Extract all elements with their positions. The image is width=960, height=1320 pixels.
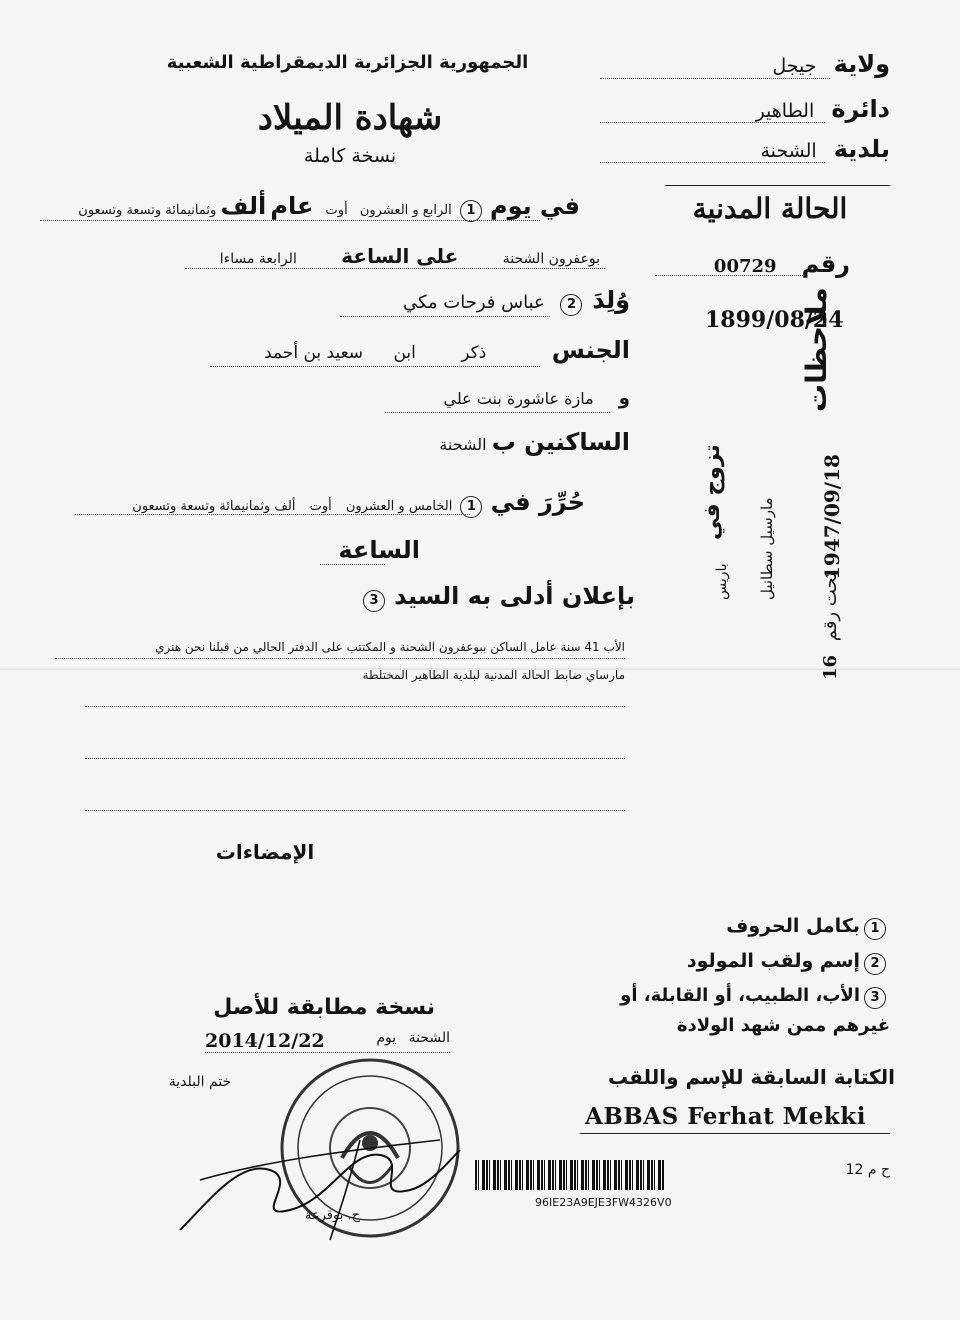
resident-label: الساكنين ب [491,428,630,456]
barcode-text: 96IE23A9EJE3FW4326V0 [535,1196,672,1209]
footnote-num-2: 2 [864,953,886,975]
civil-date: 1899/08/24 [705,307,844,333]
latin-name-label: الكتابة السابقة للإسم واللقب [607,1065,895,1089]
commune-label: بلدية [833,135,890,163]
mother-row [380,388,630,409]
footnote-1 [640,915,890,940]
signatures-label: الإمضاءات [215,840,315,864]
hour-label: على الساعة [341,244,459,268]
month-text: أوت [325,203,348,218]
declaration-line-2: مارساي ضابط الحالة المدنية لبلدية الطاهير المختلطة [362,668,625,682]
latin-name: ABBAS Ferhat Mekki [585,1103,866,1130]
hour-value: الرابعة مساءا [219,251,297,267]
republic-title: الجمهورية الجزائرية الديمقراطية الشعبية [166,52,529,73]
wilaya-value: جيجل [772,55,817,77]
wilaya-label: ولاية [833,50,890,78]
married-place: باريس [714,563,730,600]
commune-value: الشحنة [760,140,817,162]
year-first: ألف [220,192,267,220]
drafted-label: حُرِّرَ في [490,488,585,516]
sex-value: ذكر [461,343,487,363]
drafted-hour-row [320,536,420,564]
birth-place-row [180,244,600,268]
document-barcode [475,1160,665,1190]
resident-value: الشحنة [439,435,487,454]
cert-day-label: يوم [376,1030,397,1046]
drafted-year: ألف وثمانيمائة وتسعة وتسعون [132,499,296,514]
drafted-date: الخامس و العشرون [345,499,453,514]
day-text: الرابع و العشرون [359,203,452,218]
act-label [820,572,841,680]
footnote-3 [620,985,890,1009]
father-name: سعيد بن أحمد [264,343,364,363]
son-label: ابن [393,343,416,363]
signature-name: ح. بوقرعة [304,1208,360,1223]
footnote-marker-1: 1 [460,200,482,222]
civil-number-value: 00729 [713,256,777,277]
year-label: عام [270,192,314,220]
day-label: في يوم [490,192,580,220]
civil-status-heading: الحالة المدنية [692,192,848,225]
daira-label: دائرة [831,95,890,123]
footnote-marker-2: 2 [560,294,582,316]
birth-day-row [40,192,580,222]
form-code: ح م 12 [845,1162,890,1178]
copy-label: نسخة مطابقة للأصل [213,995,435,1020]
footnote-1-text: بكامل الحروف [726,915,860,937]
spouse-name: مارسيل سطانيل [758,497,776,600]
wilaya-row [600,50,890,78]
civil-number-label: رقم [801,250,850,278]
footnote-3b: غيرهم ممن شهد الولادة [676,1015,890,1036]
year-rest: وثمانيمائة وتسعة وتسعون [78,203,217,218]
footnote-2-text: إسم ولقب المولود [686,950,860,972]
footnote-num-1: 1 [864,918,886,940]
cert-place-row [330,1030,450,1046]
married-date: 1947/09/18 [820,454,844,580]
daira-value: الطاهير [755,100,815,122]
cert-place: الشحنة [408,1030,450,1046]
born-row [330,286,630,316]
civil-number-row [660,250,850,278]
married-label: تزوج في [700,444,725,540]
notes-label: ملاحظات [800,287,833,412]
footnote-2 [640,950,890,975]
footnote-marker-1b: 1 [460,496,482,518]
seal-label: ختم البلدية [168,1074,232,1090]
footnote-3-text-a: الأب، الطبيب، أو القابلة، أو [620,985,860,1006]
footnote-num-3: 3 [864,987,886,1009]
handwritten-signature [150,1120,470,1250]
mother-name: مازة عاشورة بنت علي [443,389,594,408]
commune-row [600,135,890,163]
sex-label: الجنس [551,336,630,364]
born-name: عباس فرحات مكي [402,292,545,313]
drafted-hour-label: الساعة [338,536,420,564]
document-title: شهادة الميلاد [257,98,443,138]
declared-row [369,582,635,612]
daira-row [600,95,890,123]
born-label: وُلِدَ [592,286,630,314]
document-subtitle: نسخة كاملة [303,145,397,167]
act-label-text: تحت رقم [820,571,841,642]
cert-date: 2014/12/22 [205,1030,325,1052]
and-label: و [618,388,630,409]
resident-row [430,428,630,456]
drafted-month: أوت [309,499,332,514]
footnote-marker-3: 3 [363,590,385,612]
act-number: 16 [820,654,841,680]
birth-place: بوعفرون الشحنة [502,251,600,267]
declared-label: بإعلان أدلى به السيد [394,582,635,610]
declaration-line-1: الأب 41 سنة عامل الساكن ببوعفرون الشحنة و المكتتب على الدفتر الحالي من قبلنا نحن هنري [155,640,625,654]
sex-row [210,336,630,364]
